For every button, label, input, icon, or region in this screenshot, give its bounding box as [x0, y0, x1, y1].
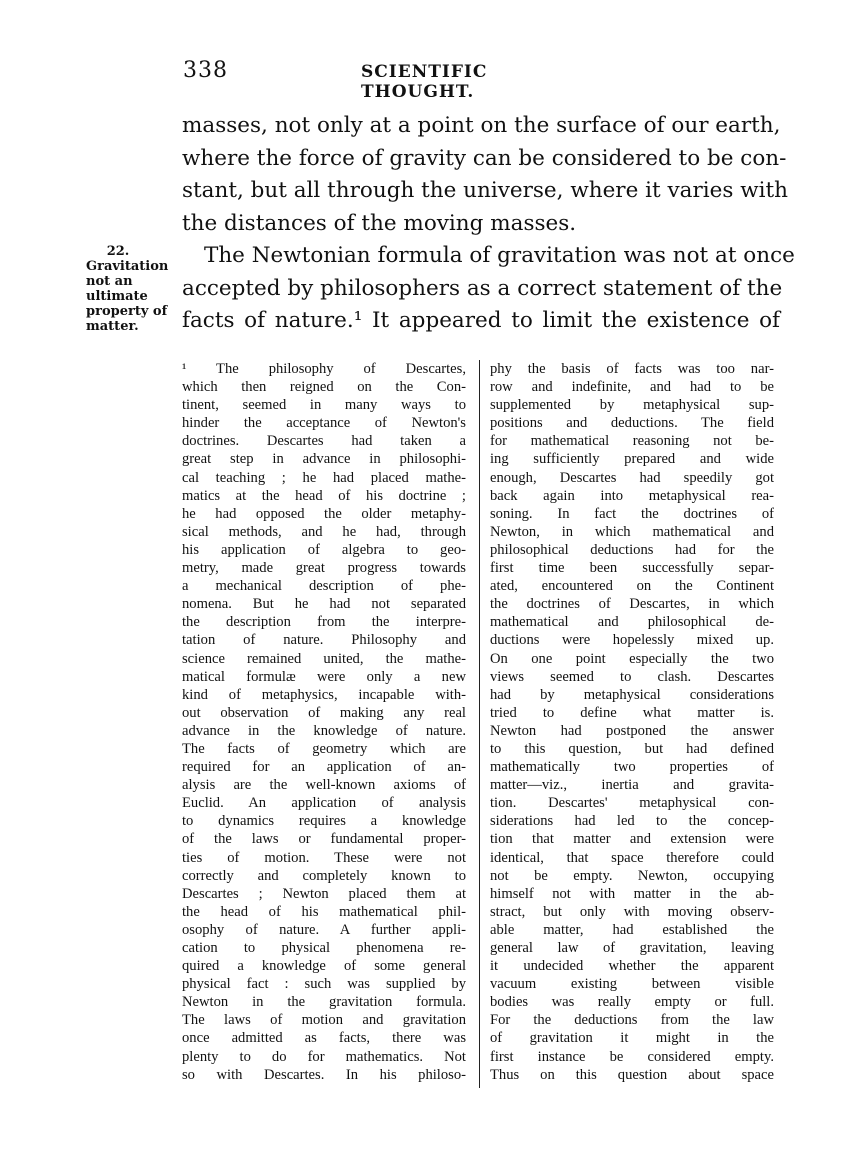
footnote-line: supplemented by metaphysical sup- — [490, 397, 774, 414]
footnote-line: his application of algebra to geo- — [182, 541, 466, 558]
footnote-line: vacuum existing between visible — [490, 976, 774, 993]
body-line: stant, but all through the universe, where it varies with — [182, 178, 788, 203]
body-line: masses, not only at a point on the surface of our earth, — [182, 113, 781, 138]
footnote-line: positions and deductions. The field — [490, 415, 774, 432]
margin-note — [86, 244, 176, 334]
footnote-line: of the laws or fundamental proper- — [182, 831, 466, 848]
footnote-line: doctrines. Descartes had taken a — [182, 433, 466, 450]
body-line: accepted by philosophers as a correct statement of the — [182, 275, 783, 301]
footnote-line: back again into metaphysical rea- — [490, 487, 774, 504]
footnote-line: plenty to do for mathematics. Not — [182, 1048, 466, 1065]
body-line: facts of nature.¹ It appeared to limit the existence of — [182, 308, 780, 333]
footnote-line: ¹ The philosophy of Descartes, — [182, 361, 466, 377]
footnote-line: alysis are the well-known axioms of — [182, 777, 466, 794]
footnote-line: kind of metaphysics, incapable with- — [182, 686, 466, 703]
footnote-area — [182, 360, 780, 1090]
footnote-line: a mechanical description of phe- — [182, 578, 466, 595]
footnote-line: bodies was really empty or full. — [490, 994, 774, 1011]
footnote-line: On one point especially the two — [490, 650, 774, 667]
body-line: where the force of gravity can be considered to be con- — [182, 145, 787, 171]
footnote-line: hinder the acceptance of Newton's — [182, 415, 466, 432]
footnote-line: first time been successfully separ- — [490, 560, 774, 577]
footnote-line: not be empty. Newton, occupying — [490, 867, 774, 884]
footnote-line: cation to physical phenomena re- — [182, 940, 466, 956]
footnote-line: identical, that space therefore could — [490, 849, 774, 866]
main-body-text — [182, 110, 795, 338]
footnote-line: which then reigned on the Con- — [182, 379, 466, 396]
footnote-line: science remained united, the mathe- — [182, 650, 466, 667]
footnote-line: enough, Descartes had speedily got — [490, 469, 774, 486]
footnote-line: mathematically two properties of — [490, 759, 774, 776]
footnote-line: tried to define what matter is. — [490, 704, 774, 721]
footnote-line: siderations had led to the concep- — [490, 813, 774, 830]
margin-note-line: property of — [86, 304, 168, 319]
footnote-line: matter—viz., inertia and gravita- — [490, 777, 774, 794]
footnote-line: metry, made great progress towards — [182, 560, 466, 577]
footnote-line: sical methods, and he had, through — [182, 523, 466, 540]
footnote-line: Euclid. An application of analysis — [182, 795, 466, 812]
margin-note-line: matter. — [86, 319, 139, 334]
footnote-line: great step in advance in philosophi- — [182, 451, 466, 468]
footnote-line: views seemed to clash. Descartes — [490, 668, 774, 685]
body-line: The Newtonian formula of gravitation was not at once — [204, 243, 795, 268]
footnote-line: row and indefinite, and had to be — [490, 379, 774, 396]
footnote-line: tion that matter and extension were — [490, 831, 774, 848]
column-divider — [479, 360, 480, 1088]
footnote-line: he had opposed the older metaphy- — [182, 505, 466, 522]
footnote-line: philosophical deductions had for the — [490, 541, 774, 558]
margin-note-line: Gravitation — [86, 259, 169, 274]
footnote-line: out observation of making any real — [182, 704, 466, 721]
footnote-line: tion. Descartes' metaphysical con- — [490, 795, 774, 812]
footnote-line: so with Descartes. In his philoso- — [182, 1066, 466, 1083]
footnote-line: able matter, had established the — [490, 921, 774, 938]
page-header — [183, 58, 603, 102]
footnote-line: stract, but only with moving observ- — [490, 903, 774, 920]
running-head: SCIENTIFIC THOUGHT. — [361, 62, 488, 102]
footnote-line: ductions were hopelessly mixed up. — [490, 632, 774, 649]
footnote-line: physical fact : such was supplied by — [182, 976, 466, 993]
footnote-line: had by metaphysical considerations — [490, 686, 774, 703]
footnote-line: tinent, seemed in many ways to — [182, 397, 466, 414]
footnote-line: correctly and completely known to — [182, 867, 466, 884]
footnote-line: first instance be considered empty. — [490, 1048, 774, 1065]
footnote-line: matical formulæ were only a new — [182, 668, 466, 685]
footnote-line: nomena. But he had not separated — [182, 596, 466, 613]
footnote-line: once admitted as facts, there was — [182, 1030, 466, 1047]
footnote-line: Newton, in which mathematical and — [490, 523, 774, 540]
footnote-line: ties of motion. These were not — [182, 849, 466, 866]
footnote-line: phy the basis of facts was too nar- — [490, 361, 774, 377]
footnote-line: ing sufficiently prepared and wide — [490, 451, 774, 468]
section-number: 22. — [106, 244, 130, 259]
footnote-line: tation of nature. Philosophy and — [182, 632, 466, 649]
footnote-left-column — [182, 360, 466, 1084]
footnote-line: Newton had postponed the answer — [490, 722, 774, 739]
footnote-line: The facts of geometry which are — [182, 740, 466, 757]
footnote-line: for mathematical reasoning not be- — [490, 433, 774, 450]
footnote-line: matics at the head of his doctrine ; — [182, 487, 466, 504]
footnote-line: cal teaching ; he had placed mathe- — [182, 469, 466, 486]
footnote-line: required for an application of an- — [182, 759, 466, 776]
body-line: the distances of the moving masses. — [182, 210, 577, 236]
footnote-line: mathematical and philosophical de- — [490, 614, 774, 631]
footnote-line: soning. In fact the doctrines of — [490, 505, 774, 522]
footnote-line: advance in the knowledge of nature. — [182, 722, 466, 739]
footnote-line: it undecided whether the apparent — [490, 958, 774, 975]
footnote-line: Thus on this question about space — [490, 1066, 774, 1083]
footnote-line: to this question, but had defined — [490, 740, 774, 757]
footnote-line: general law of gravitation, leaving — [490, 940, 774, 956]
footnote-line: osophy of nature. A further appli- — [182, 921, 466, 938]
page-number: 338 — [183, 58, 228, 83]
footnote-line: For the deductions from the law — [490, 1012, 774, 1029]
footnote-line: the head of his mathematical phil- — [182, 903, 466, 920]
footnote-line: quired a knowledge of some general — [182, 958, 466, 975]
footnote-right-column — [490, 360, 774, 1084]
footnote-line: of gravitation it might in the — [490, 1030, 774, 1047]
footnote-line: to dynamics requires a knowledge — [182, 813, 466, 830]
footnote-line: The laws of motion and gravitation — [182, 1012, 466, 1029]
margin-note-line: not an — [86, 274, 133, 289]
footnote-line: the description from the interpre- — [182, 614, 466, 631]
footnote-line: the doctrines of Descartes, in which — [490, 596, 774, 613]
margin-note-line: ultimate — [86, 289, 148, 304]
footnote-line: Newton in the gravitation formula. — [182, 994, 466, 1011]
footnote-line: himself not with matter in the ab- — [490, 885, 774, 902]
footnote-line: ated, encountered on the Continent — [490, 578, 774, 595]
footnote-line: Descartes ; Newton placed them at — [182, 885, 466, 902]
